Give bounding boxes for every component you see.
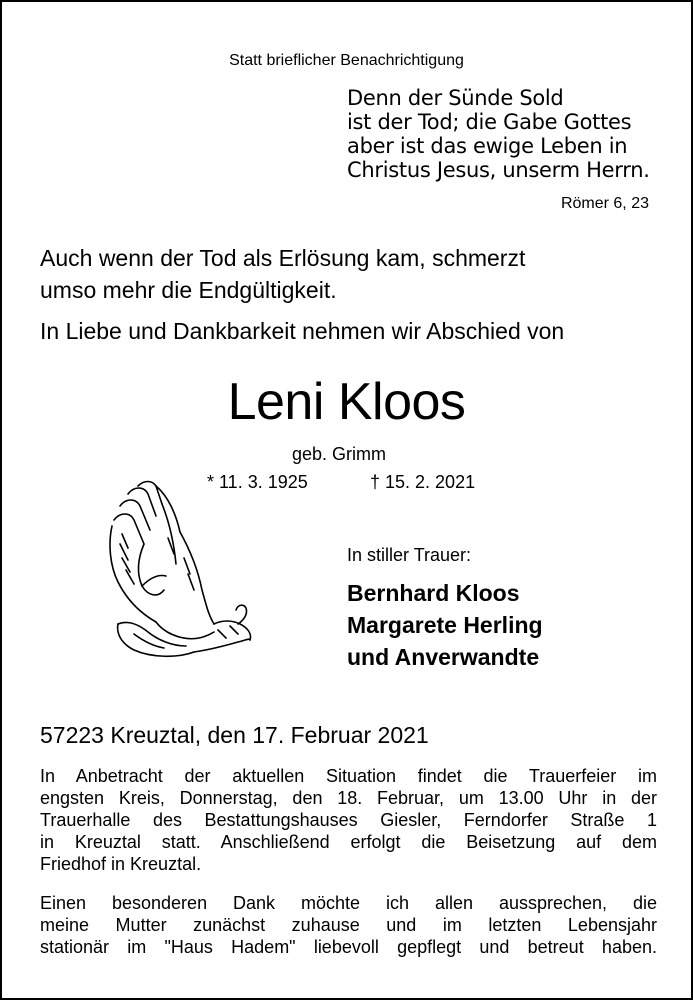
mourner-name: und Anverwandte xyxy=(347,644,540,670)
notice-line: Trauerhalle des Bestattungshauses Giesler, Ferndorfer Straße 1 xyxy=(40,810,657,830)
mourner-name: Margarete Herling xyxy=(347,612,543,638)
notice-line: Friedhof in Kreuztal. xyxy=(40,854,202,874)
farewell-text: In Liebe und Dankbarkeit nehmen wir Abschied von xyxy=(40,318,565,344)
place-and-date: 57223 Kreuztal, den 17. Februar 2021 xyxy=(40,722,429,748)
verse-line: Denn der Sünde Sold xyxy=(347,86,564,110)
intro-line: umso mehr die Endgültigkeit. xyxy=(40,277,337,303)
mourners-list xyxy=(347,577,543,673)
death-date: † 15. 2. 2021 xyxy=(370,472,476,492)
notice-line: engsten Kreis, Donnerstag, den 18. Februar, um 13.00 Uhr in der xyxy=(40,788,657,808)
verse-line: ist der Tod; die Gabe Gottes xyxy=(347,110,632,134)
mourner-name: Bernhard Kloos xyxy=(347,580,520,606)
intro-text xyxy=(40,242,525,306)
funeral-notice xyxy=(40,765,657,875)
thanks-note xyxy=(40,892,657,958)
thanks-line: meine Mutter zunächst zuhause und im letzten Lebensjahr xyxy=(40,915,657,935)
thanks-line: stationär im "Haus Hadem" liebevoll gepflegt und betreut haben. xyxy=(40,937,657,957)
verse-line: Christus Jesus, unserm Herrn. xyxy=(347,158,650,182)
header-note: Statt brieflicher Benachrichtigung xyxy=(229,52,464,69)
deceased-name: Leni Kloos xyxy=(227,373,466,431)
notice-line: in Kreuztal statt. Anschließend erfolgt die Beisetzung auf dem xyxy=(40,832,657,852)
birth-date: * 11. 3. 1925 xyxy=(207,472,308,492)
mourners-label: In stiller Trauer: xyxy=(347,545,472,565)
verse-line: aber ist das ewige Leben in xyxy=(347,134,628,158)
praying-hands-icon xyxy=(98,474,258,660)
intro-line: Auch wenn der Tod als Erlösung kam, schmerzt xyxy=(40,245,526,271)
thanks-line: Einen besonderen Dank möchte ich allen aussprechen, die xyxy=(40,893,657,913)
birth-name: geb. Grimm xyxy=(292,444,387,464)
bible-verse xyxy=(347,86,650,182)
notice-line: In Anbetracht der aktuellen Situation findet die Trauerfeier im xyxy=(40,766,657,786)
verse-reference: Römer 6, 23 xyxy=(560,195,649,212)
